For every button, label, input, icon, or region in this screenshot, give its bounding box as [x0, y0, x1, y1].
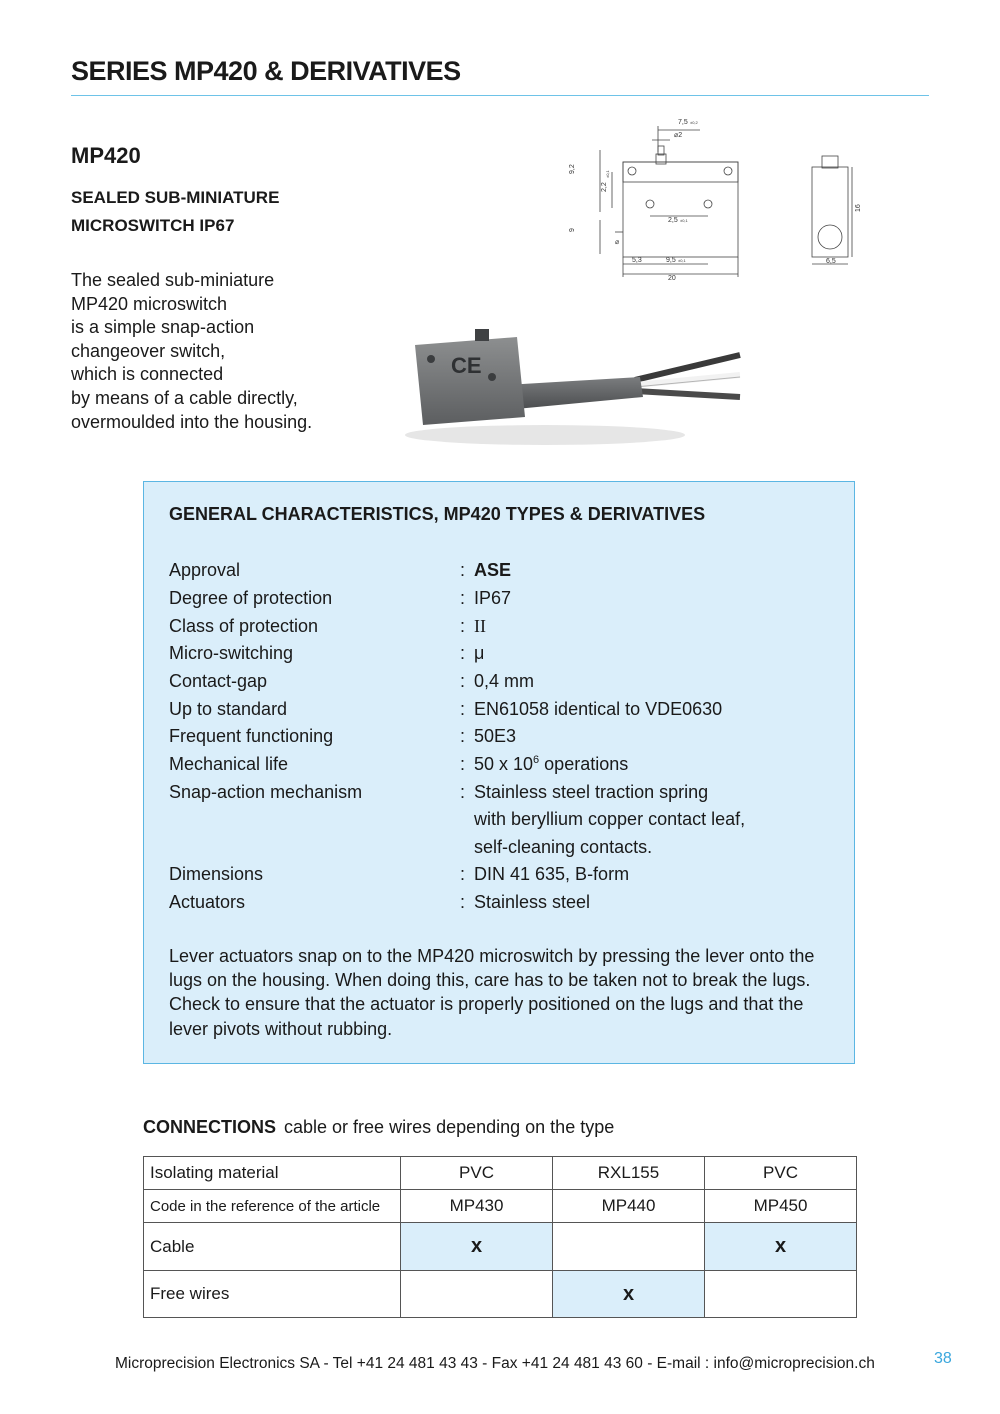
- svg-text:9,2: 9,2: [569, 164, 576, 174]
- spec-value: II: [474, 616, 486, 636]
- spec-colon: :: [460, 671, 466, 691]
- page-title: SERIES MP420 & DERIVATIVES: [71, 56, 461, 86]
- spec-label: Degree of protection: [169, 588, 333, 608]
- check-mark: x: [470, 1235, 483, 1257]
- spec-value: IP67: [474, 588, 512, 608]
- row-label: Free wires: [144, 1271, 401, 1318]
- spec-label: Mechanical life: [169, 754, 289, 774]
- spec-value: [474, 754, 628, 775]
- side-view-outline: [812, 167, 848, 257]
- characteristics-heading: GENERAL CHARACTERISTICS, MP420 TYPES & DERIVATIVES: [169, 504, 706, 524]
- spec-colon: :: [460, 699, 466, 719]
- spec-label: Snap-action mechanism: [169, 782, 363, 802]
- intro-line: The sealed sub-miniature: [71, 270, 275, 290]
- intro-line: which is connected: [71, 364, 224, 385]
- spec-colon: :: [460, 588, 466, 608]
- svg-text:16: 16: [855, 204, 862, 212]
- table-cell: [705, 1223, 857, 1271]
- spec-label: Up to standard: [169, 699, 288, 719]
- row-label: Code in the reference of the article: [144, 1190, 401, 1223]
- svg-text:⌀2: ⌀2: [674, 132, 683, 139]
- table-cell: [553, 1223, 705, 1271]
- actuator-note: Lever actuators snap on to the MP420 microswitch by pressing the lever onto the lugs on the housing. When doing this, care has to be taken not to break the lugs. Check to ensure that the actuator is properly positioned on the lugs and that the lever pivots without rubbing.: [169, 946, 815, 1039]
- spec-row-degree-of-protection: [169, 588, 849, 615]
- svg-text:6,5: 6,5: [826, 258, 836, 265]
- table-cell: PVC: [705, 1157, 857, 1190]
- connections-description: cable or free wires depending on the type: [284, 1117, 615, 1137]
- product-photo: [395, 325, 745, 450]
- check-mark: x: [774, 1235, 787, 1257]
- check-mark: x: [622, 1282, 635, 1305]
- spec-label: Class of protection: [169, 616, 319, 636]
- spec-label: Dimensions: [169, 864, 264, 884]
- spec-label: Contact-gap: [169, 671, 268, 691]
- spec-colon: :: [460, 726, 466, 746]
- switch-body-outline: [623, 162, 738, 257]
- table-row: [144, 1223, 857, 1271]
- spec-value: ASE: [474, 560, 512, 580]
- intro-line: overmoulded into the housing.: [71, 411, 313, 432]
- spec-value: Stainless steel: [474, 892, 591, 912]
- table-cell: MP450: [705, 1190, 857, 1223]
- table-row: [144, 1157, 857, 1190]
- spec-colon: :: [460, 643, 466, 663]
- spec-value-suffix: operations: [539, 754, 629, 774]
- connections-table: [143, 1156, 857, 1318]
- spec-value: DIN 41 635, B-form: [474, 864, 630, 884]
- spec-value: μ: [474, 643, 485, 663]
- spec-row-contact-gap: [169, 671, 849, 698]
- row-label: Isolating material: [144, 1157, 401, 1190]
- spec-colon: :: [460, 616, 466, 636]
- footer-contact: Microprecision Electronics SA - Tel +41 24 481 43 43 - Fax +41 24 481 43 60 - E-mail : info@microprecision.ch: [115, 1355, 875, 1372]
- spec-row-standard: [169, 699, 849, 726]
- table-cell: PVC: [401, 1157, 553, 1190]
- spec-label: Approval: [169, 560, 241, 580]
- table-cell: [553, 1271, 705, 1318]
- spec-colon: :: [460, 864, 466, 884]
- dimension-drawing: [560, 112, 870, 287]
- intro-text: [71, 269, 312, 434]
- spec-value-base: 50 x 10: [474, 754, 534, 774]
- spec-row-approval: [169, 560, 849, 587]
- spec-value: Stainless steel traction spring: [474, 782, 709, 802]
- intro-line: is a simple snap-action: [71, 317, 255, 338]
- spec-label: Actuators: [169, 892, 246, 912]
- table-cell: MP440: [553, 1190, 705, 1223]
- svg-text:⌀: ⌀: [615, 239, 620, 246]
- spec-value-continuation: with beryllium copper contact leaf,: [474, 809, 746, 829]
- spec-row-class-of-protection: [169, 616, 849, 643]
- svg-text:7,5: 7,5: [678, 119, 688, 126]
- intro-line: changeover switch,: [71, 340, 226, 361]
- spec-label: Micro-switching: [169, 643, 294, 663]
- svg-text:2,5: 2,5: [668, 217, 678, 224]
- spec-value: EN61058 identical to VDE0630: [474, 699, 723, 719]
- svg-text:±0,1: ±0,1: [678, 258, 686, 263]
- connections-heading: CONNECTIONS: [143, 1117, 277, 1137]
- svg-text:±0,2: ±0,2: [690, 120, 698, 125]
- table-cell: MP430: [401, 1190, 553, 1223]
- svg-text:5,3: 5,3: [632, 257, 642, 264]
- spec-row-snap-action: [169, 782, 849, 864]
- subtitle-line-2: MICROSWITCH IP67: [71, 216, 235, 235]
- spec-value-exponent: 6: [533, 754, 540, 766]
- spec-row-frequent-functioning: [169, 726, 849, 753]
- svg-text:±0,1: ±0,1: [680, 218, 688, 223]
- svg-text:2,2: 2,2: [601, 182, 608, 192]
- intro-line: by means of a cable directly,: [71, 387, 298, 408]
- spec-value: 50E3: [474, 726, 517, 746]
- spec-value-continuation: self-cleaning contacts.: [474, 837, 653, 857]
- table-cell: [401, 1223, 553, 1271]
- connections-caption: [143, 1117, 614, 1138]
- table-cell: [401, 1271, 553, 1318]
- spec-row-dimensions: [169, 864, 849, 891]
- spec-label: Frequent functioning: [169, 726, 334, 746]
- intro-line: MP420 microswitch: [71, 293, 228, 314]
- spec-row-micro-switching: [169, 643, 849, 670]
- ce-mark: CE: [451, 353, 482, 378]
- model-title: MP420: [71, 143, 141, 168]
- spec-row-mechanical-life: [169, 754, 849, 781]
- spec-colon: :: [460, 892, 466, 912]
- table-cell: RXL155: [553, 1157, 705, 1190]
- spec-colon: :: [460, 560, 466, 580]
- row-label: Cable: [144, 1223, 401, 1271]
- spec-row-actuators: [169, 892, 849, 919]
- page-number: 38: [934, 1350, 952, 1367]
- subtitle-line-1: SEALED SUB-MINIATURE: [71, 188, 280, 207]
- title-divider: [71, 95, 929, 96]
- svg-text:9: 9: [569, 228, 576, 232]
- spec-colon: :: [460, 782, 466, 802]
- spec-colon: :: [460, 754, 466, 774]
- svg-text:±0,1: ±0,1: [605, 170, 610, 178]
- spec-value: 0,4 mm: [474, 671, 535, 691]
- svg-text:9,5: 9,5: [666, 257, 676, 264]
- table-cell: [705, 1271, 857, 1318]
- switch-housing: [415, 337, 525, 425]
- svg-text:20: 20: [668, 275, 676, 282]
- table-row: [144, 1271, 857, 1318]
- table-row: [144, 1190, 857, 1223]
